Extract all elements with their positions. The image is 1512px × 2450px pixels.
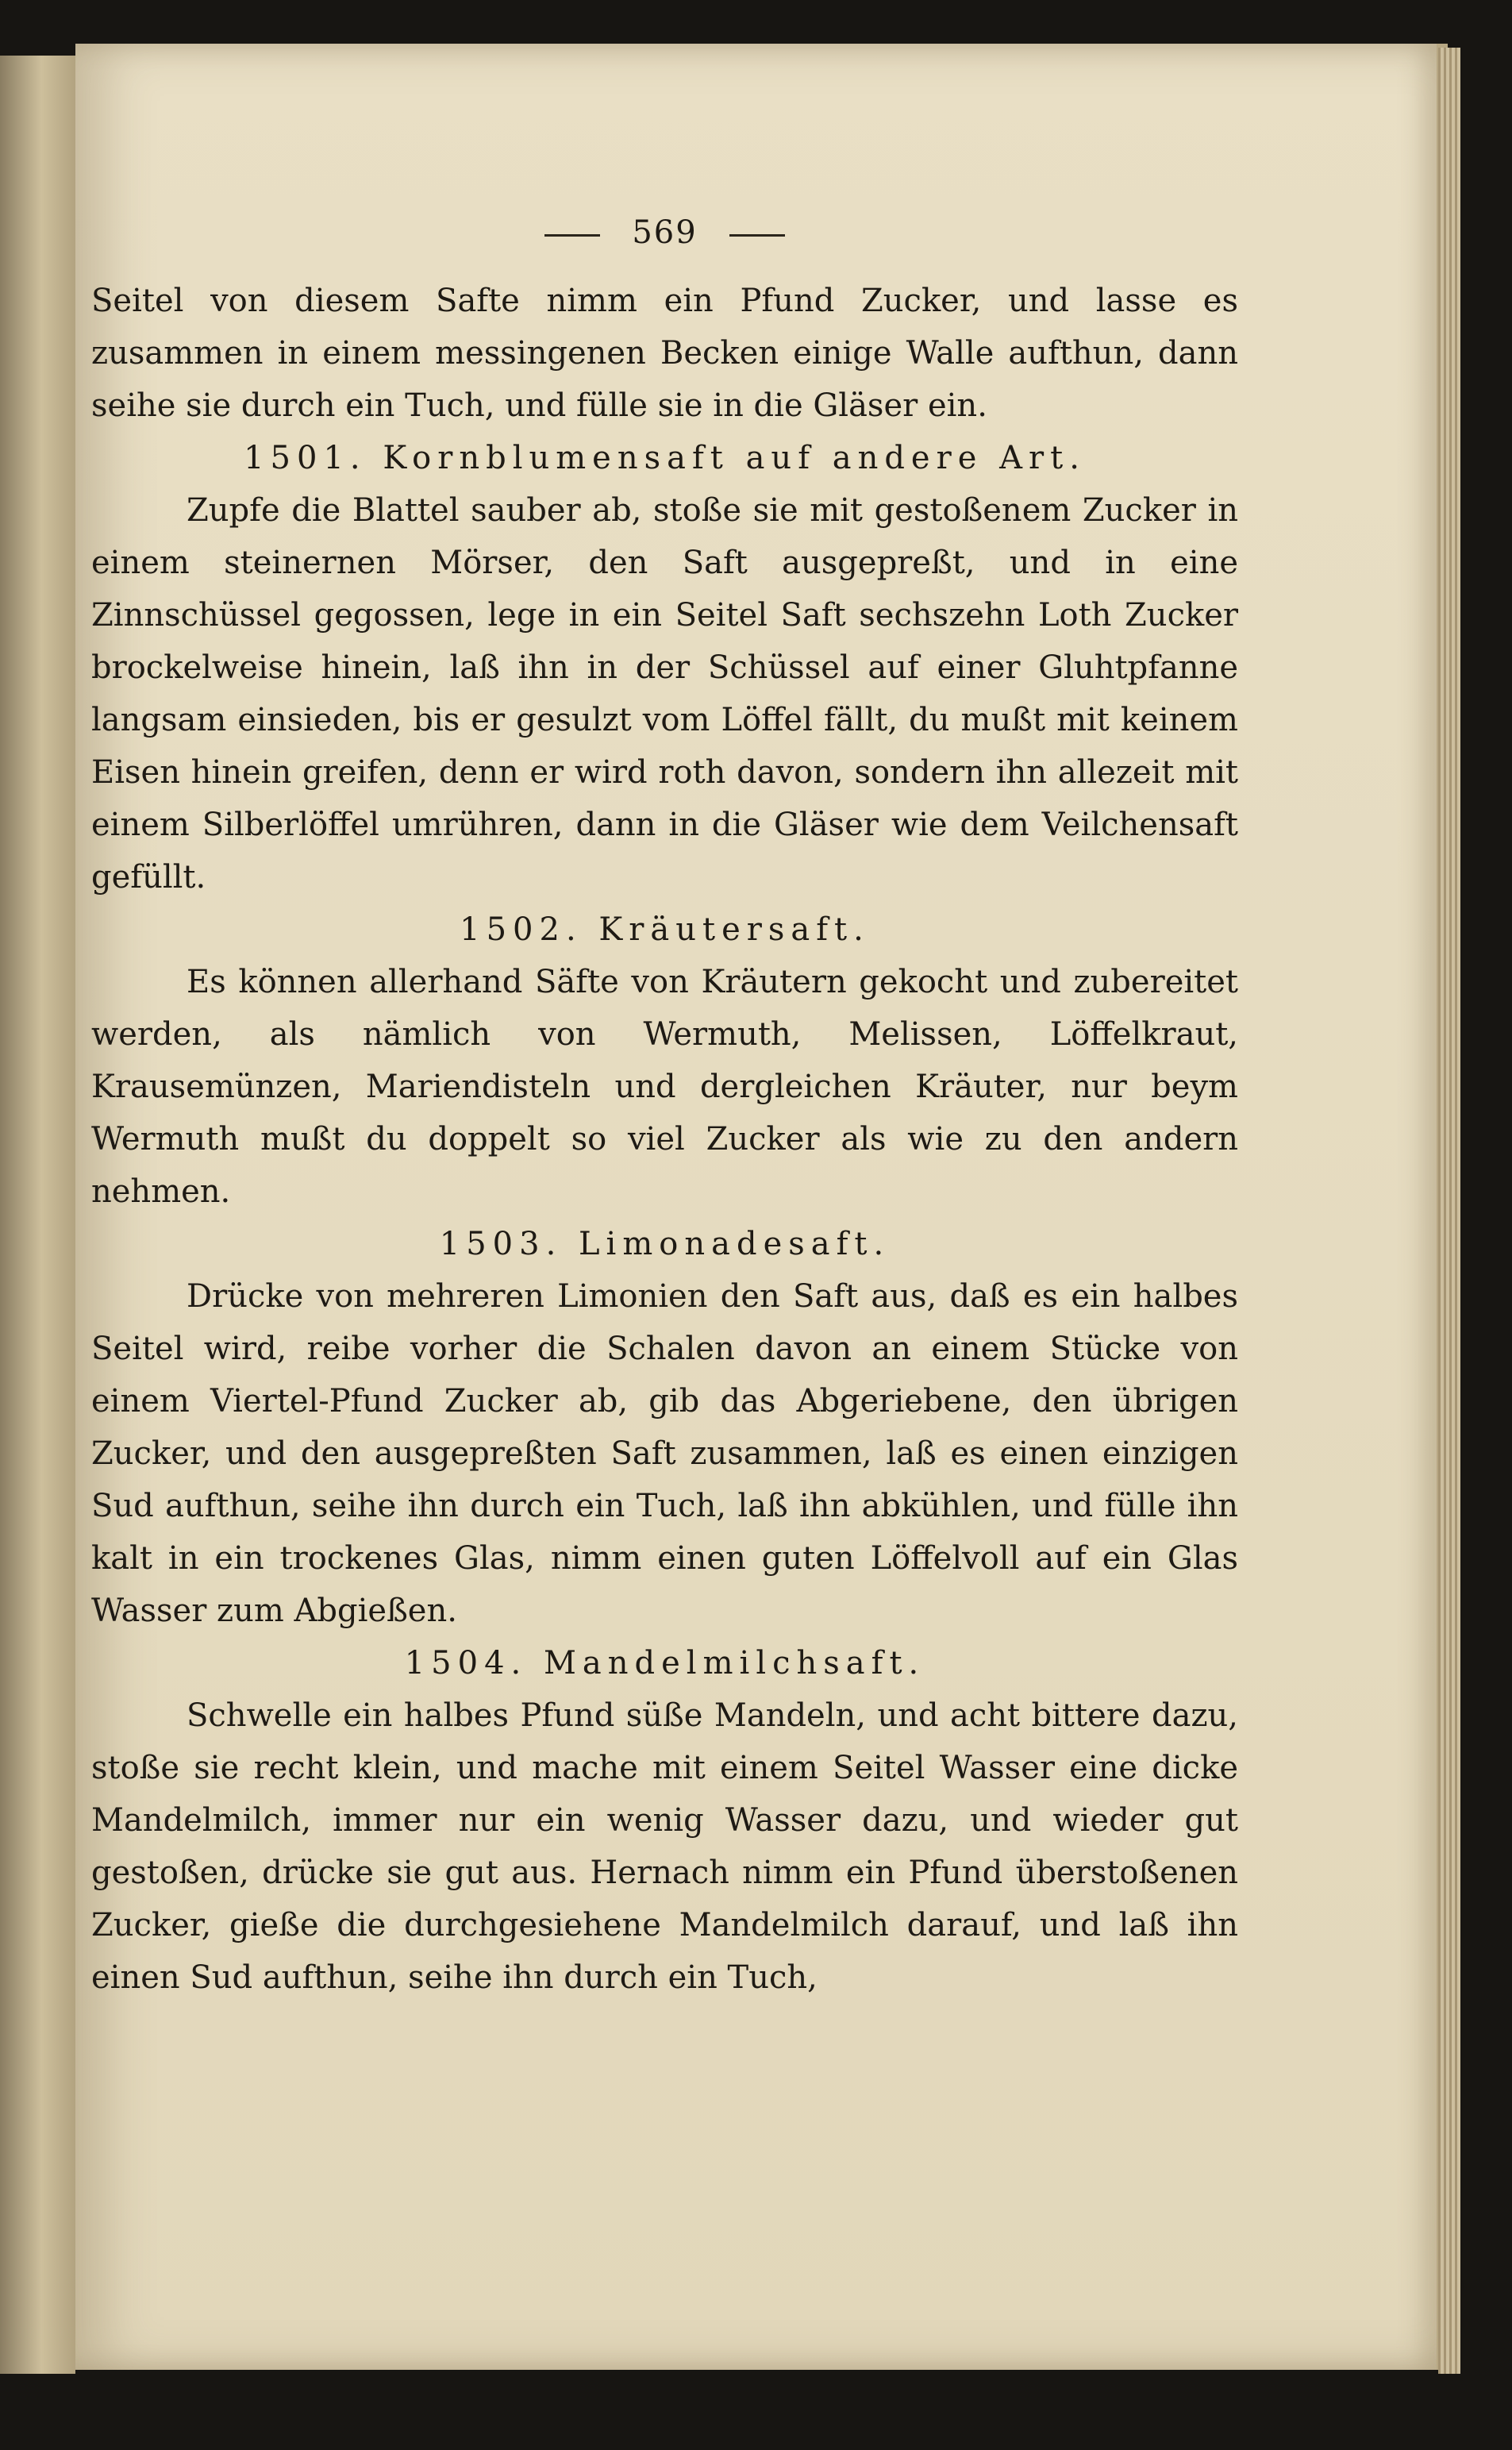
recipe-body-1501: Zupfe die Blattel sauber ab, stoße sie mit gestoßenem Zucker in einem steinernen Mörser, den Saft ausgepreßt, und in eine Zinnschüssel gegossen, lege in ein Seitel Saft sechszehn Loth Zucker brockelweise hinein, laß ihn in der Schüssel auf einer Gluhtpfanne langsam einsieden, bis er gesulzt vom Löffel fällt, du mußt mit keinem Eisen hinein greifen, denn er wird roth davon, sondern ihn allezeit mit einem Silberlöffel umrühren, dann in die Gläser wie dem Veilchensaft gefüllt. (91, 492, 1238, 896)
recipe-heading-1501: 1501. Kornblumensaft auf andere Art. (244, 440, 1086, 476)
recipe-heading-1503: 1503. Limonadesaft. (439, 1226, 891, 1262)
left-page-edge (0, 56, 75, 2374)
recipe-body-1504: Schwelle ein halbes Pfund süße Mandeln, und acht bittere dazu, stoße sie recht klein, und mache mit einem Seitel Wasser eine dicke Mandelmilch, immer nur ein wenig Wasser dazu, und wieder gut gestoßen, drücke sie gut aus. Hernach nimm ein Pfund überstoßenen Zucker, gieße die durchgesiehene Mandelmilch darauf, und laß ihn einen Sud aufthun, seihe ihn durch ein Tuch, (91, 1697, 1238, 1996)
header-ornament-left (544, 234, 600, 237)
recipe-heading-1504: 1504. Mandelmilchsaft. (404, 1645, 925, 1681)
recipe-heading-1502: 1502. Kräutersaft. (460, 911, 870, 948)
page-number: 569 (632, 214, 698, 251)
page-stack-edge (1438, 48, 1460, 2374)
page-text (91, 155, 1238, 2004)
recipe-body-1503: Drücke von mehreren Limonien den Saft aus, daß es ein halbes Seitel wird, reibe vorher die Schalen davon an einem Stücke von einem Viertel-Pfund Zucker ab, gib das Abgeriebene, den übrigen Zucker, und den ausgepreßten Saft zusammen, laß es einen einzigen Sud aufthun, seihe ihn durch ein Tuch, laß ihn abkühlen, und fülle ihn kalt in ein trockenes Glas, nimm einen guten Löffelvoll auf ein Glas Wasser zum Abgießen. (91, 1278, 1238, 1629)
paragraph-continued: Seitel von diesem Safte nimm ein Pfund Zucker, und lasse es zusammen in einem messingenen Becken einige Walle aufthun, dann seihe sie durch ein Tuch, und fülle sie in die Gläser ein. (91, 283, 1238, 424)
page-header (91, 214, 1238, 251)
header-ornament-right (729, 234, 785, 237)
recipe-body-1502: Es können allerhand Säfte von Kräutern gekocht und zubereitet werden, als nämlich von Wermuth, Melissen, Löffelkraut, Krausemünzen, Mariendisteln und dergleichen Kräuter, nur beym Wermuth mußt du doppelt so viel Zucker als wie zu den andern nehmen. (91, 964, 1238, 1210)
